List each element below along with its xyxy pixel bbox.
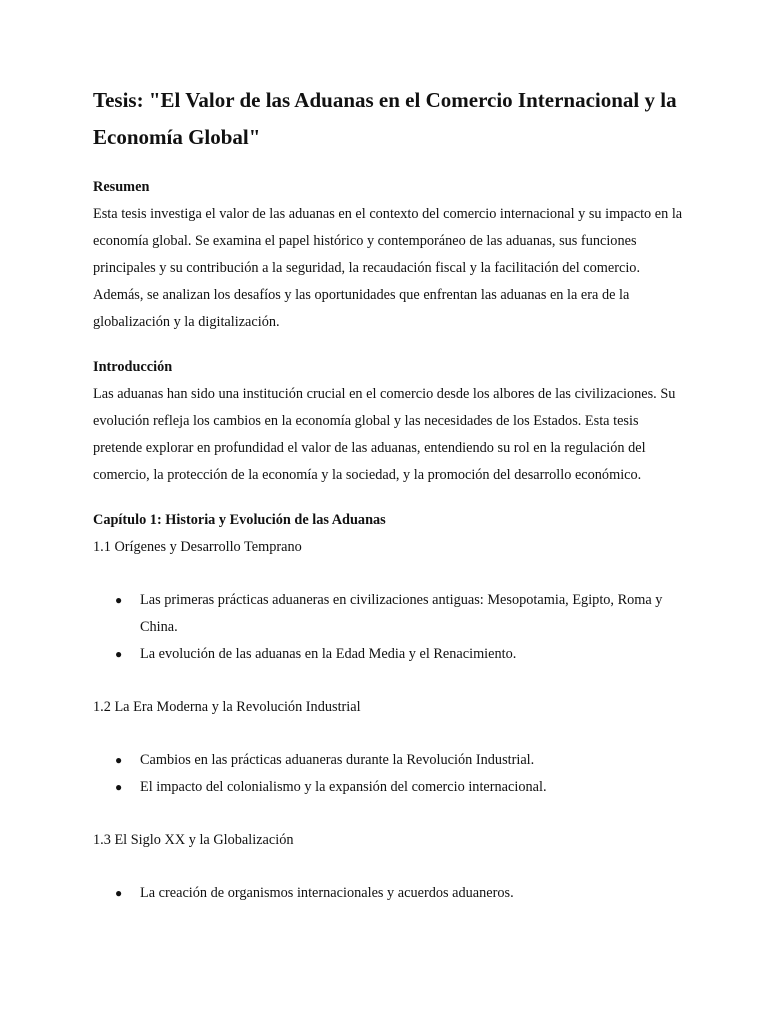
list-item-text: La creación de organismos internacionales y acuerdos aduaneros. bbox=[140, 885, 514, 901]
section-1-3-title: 1.3 El Siglo XX y la Globalización bbox=[93, 832, 294, 848]
capitulo-1-heading: Capítulo 1: Historia y Evolución de las Aduanas bbox=[93, 512, 386, 528]
section-1-3-list bbox=[93, 880, 683, 907]
bullet-icon: ● bbox=[115, 780, 123, 794]
section-1-2-title: 1.2 La Era Moderna y la Revolución Industrial bbox=[93, 699, 361, 715]
list-item-text: La evolución de las aduanas en la Edad Media y el Renacimiento. bbox=[140, 646, 517, 662]
section-1-2-list bbox=[93, 747, 683, 801]
bullet-icon: ● bbox=[115, 753, 123, 767]
resumen-text: Esta tesis investiga el valor de las aduanas en el contexto del comercio internacional y su impacto en la economía global. Se examina el papel histórico y contemporáneo de las aduanas, sus funciones principales y su contribución a la seguridad, la recaudación fiscal y la facilitación del comercio. Además, se analizan los desafíos y las oportunidades que enfrentan las aduanas en la era de la globalización y la digitalización. bbox=[93, 206, 683, 330]
list-item bbox=[93, 641, 683, 668]
introduccion-section bbox=[93, 354, 683, 489]
capitulo-1-section bbox=[93, 507, 683, 907]
list-item bbox=[93, 587, 683, 641]
resumen-section bbox=[93, 174, 683, 336]
bullet-icon: ● bbox=[115, 886, 123, 900]
introduccion-text: Las aduanas han sido una institución crucial en el comercio desde los albores de las civilizaciones. Su evolución refleja los cambios en la economía global y las necesidades de los Estados. Esta tesis pretende explorar en profundidad el valor de las aduanas, entendiendo su rol en la regulación del comercio, la protección de la economía y la sociedad, y la promoción del desarrollo económico. bbox=[93, 386, 676, 483]
list-item bbox=[93, 747, 683, 774]
list-item bbox=[93, 774, 683, 801]
section-1-1-list bbox=[93, 587, 683, 668]
document-page bbox=[93, 82, 683, 933]
section-1-1-title: 1.1 Orígenes y Desarrollo Temprano bbox=[93, 539, 302, 555]
list-item-text: Cambios en las prácticas aduaneras durante la Revolución Industrial. bbox=[140, 752, 535, 768]
list-item-text: Las primeras prácticas aduaneras en civilizaciones antiguas: Mesopotamia, Egipto, Roma y China. bbox=[140, 592, 663, 635]
list-item-text: El impacto del colonialismo y la expansión del comercio internacional. bbox=[140, 779, 547, 795]
introduccion-heading: Introducción bbox=[93, 359, 173, 375]
bullet-icon: ● bbox=[115, 647, 123, 661]
bullet-icon: ● bbox=[115, 593, 123, 607]
document-title: Tesis: "El Valor de las Aduanas en el Comercio Internacional y la Economía Global" bbox=[93, 88, 677, 149]
resumen-heading: Resumen bbox=[93, 179, 150, 195]
list-item bbox=[93, 880, 683, 907]
